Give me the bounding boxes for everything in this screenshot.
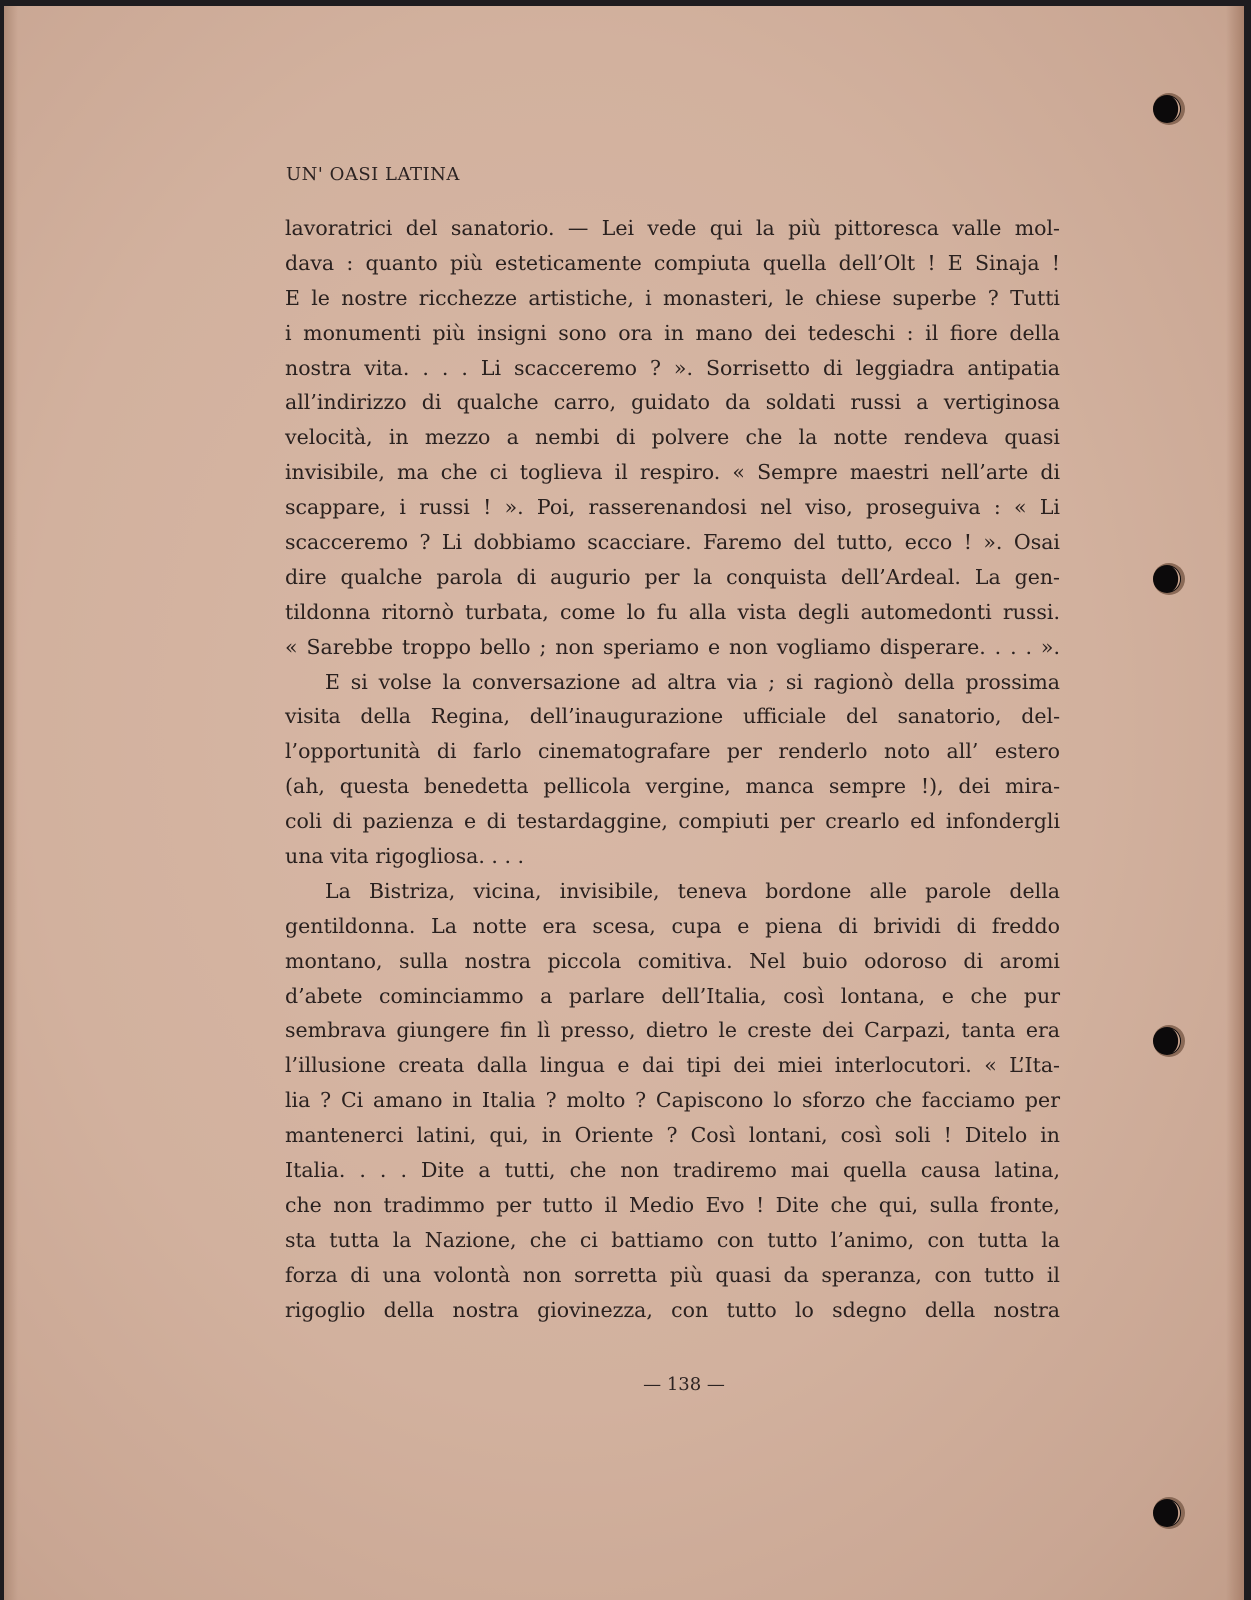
text-line: scappare, i russi ! ». Poi, rasserenandosi nel viso, proseguiva : « Li	[285, 495, 1060, 520]
text-line: E le nostre ricchezze artistiche, i monasteri, le chiese superbe ? Tutti	[285, 285, 1060, 310]
text-line: velocità, in mezzo a nembi di polvere che la notte rendeva quasi	[285, 425, 1060, 450]
binder-hole-icon	[1152, 1024, 1186, 1058]
text-line: lavoratrici del sanatorio. — Lei vede qui la più pittoresca valle mol-	[285, 216, 1060, 240]
text-line: d’abete cominciammo a parlare dell’Italia, così lontana, e che pur	[285, 983, 1060, 1008]
text-line: che non tradimmo per tutto il Medio Evo ! Dite che qui, sulla fronte,	[285, 1192, 1060, 1217]
text-line: E si volse la conversazione ad altra via ; si ragionò della prossima	[325, 669, 1060, 694]
running-head: UN' OASI LATINA	[286, 164, 460, 185]
text-line: Italia. . . . Dite a tutti, che non tradiremo mai quella causa latina,	[285, 1158, 1060, 1183]
text-line: montano, sulla nostra piccola comitiva. Nel buio odoroso di aromi	[285, 948, 1060, 973]
binder-hole-icon	[1152, 1496, 1186, 1530]
text-line: invisibile, ma che ci toglieva il respiro. « Sempre maestri nell’arte di	[285, 460, 1060, 485]
text-line: dava : quanto più esteticamente compiuta quella dell’Olt ! E Sinaja !	[285, 250, 1060, 275]
body-text	[285, 211, 1060, 1328]
text-line: visita della Regina, dell’inaugurazione ufficiale del sanatorio, del-	[285, 704, 1060, 729]
text-line: sembrava giungere fin lì presso, dietro le creste dei Carpazi, tanta era	[285, 1018, 1060, 1043]
text-line: lia ? Ci amano in Italia ? molto ? Capiscono lo sforzo che facciamo per	[285, 1088, 1060, 1113]
text-line: i monumenti più insigni sono ora in mano dei tedeschi : il fiore della	[285, 320, 1060, 345]
text-line: nostra vita. . . . Li scacceremo ? ». Sorrisetto di leggiadra antipatia	[285, 355, 1060, 380]
text-line: coli di pazienza e di testardaggine, compiuti per crearlo ed infondergli	[285, 809, 1060, 834]
text-line: una vita rigogliosa. . . .	[285, 844, 525, 869]
text-line: dire qualche parola di augurio per la conquista dell’Ardeal. La gen-	[285, 564, 1060, 589]
text-line: l’illusione creata dalla lingua e dai tipi dei miei interlocutori. « L’Ita-	[285, 1053, 1060, 1078]
text-line: rigoglio della nostra giovinezza, con tutto lo sdegno della nostra	[285, 1297, 1060, 1322]
text-line: gentildonna. La notte era scesa, cupa e piena di brividi di freddo	[285, 913, 1060, 938]
page-number: — 138 —	[643, 1374, 725, 1395]
binder-hole-icon	[1152, 562, 1186, 596]
text-line: (ah, questa benedetta pellicola vergine, manca sempre !), dei mira-	[285, 774, 1060, 799]
text-line: all’indirizzo di qualche carro, guidato da soldati russi a vertiginosa	[285, 390, 1060, 415]
binder-hole-icon	[1152, 92, 1186, 126]
book-page	[4, 6, 1244, 1600]
text-line: La Bistriza, vicina, invisibile, teneva bordone alle parole della	[325, 878, 1060, 903]
text-line: mantenerci latini, qui, in Oriente ? Così lontani, così soli ! Ditelo in	[285, 1123, 1060, 1148]
text-line: sta tutta la Nazione, che ci battiamo con tutto l’animo, con tutta la	[285, 1227, 1060, 1252]
text-line: l’opportunità di farlo cinematografare per renderlo noto all’ estero	[285, 739, 1060, 764]
text-line: « Sarebbe troppo bello ; non speriamo e non vogliamo disperare. . . . ».	[285, 634, 1060, 659]
text-line: forza di una volontà non sorretta più quasi da speranza, con tutto il	[285, 1262, 1060, 1287]
text-line: scacceremo ? Li dobbiamo scacciare. Faremo del tutto, ecco ! ». Osai	[285, 530, 1060, 555]
text-line: tildonna ritornò turbata, come lo fu alla vista degli automedonti russi.	[285, 599, 1060, 624]
